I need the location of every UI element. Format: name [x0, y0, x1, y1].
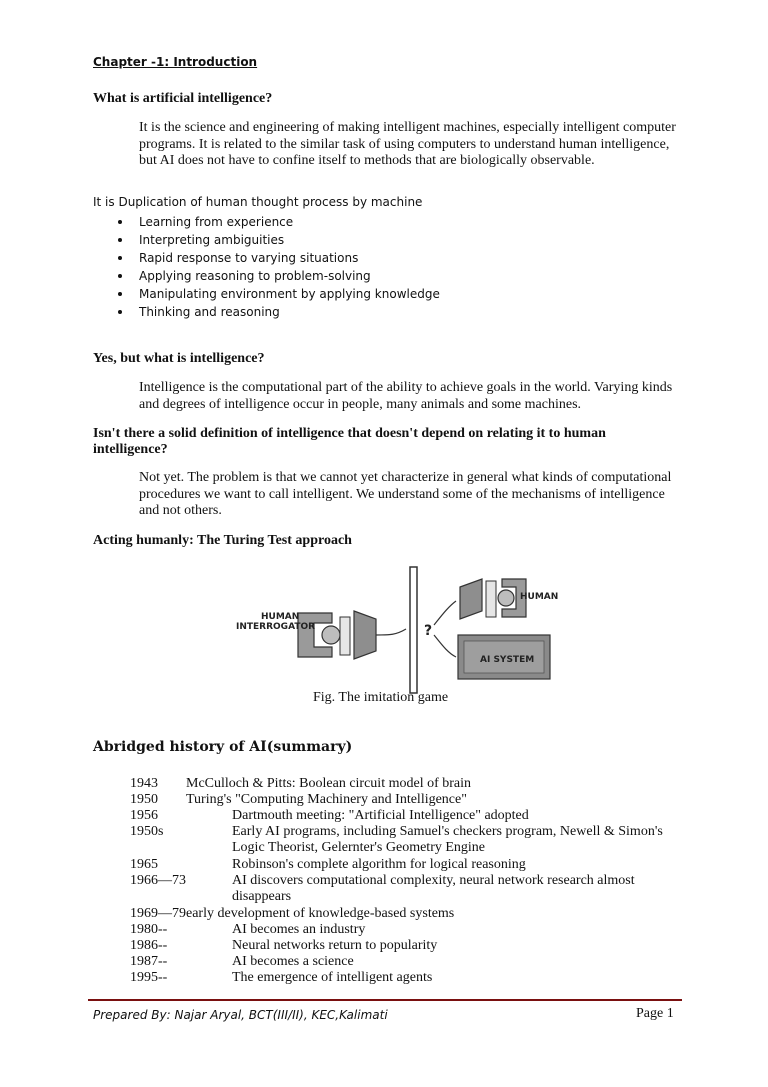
interrogator-keyboard-icon — [340, 617, 350, 655]
paragraph-intelligence: Intelligence is the computational part of the ability to achieve goals in the world. Varying kinds and degrees of intelligence occur in people, many animals and some machines. — [139, 380, 673, 412]
interrogator-terminal-icon — [354, 611, 376, 659]
link-line-ai — [434, 635, 456, 657]
history-title: Abridged history of AI(summary) — [93, 739, 353, 755]
divider-wall — [410, 567, 417, 693]
duplication-line: It is Duplication of human thought process by machine — [93, 195, 423, 209]
footer-rule — [88, 999, 682, 1001]
interrogator-head-icon — [322, 626, 340, 644]
label-interrogator-1: HUMAN — [261, 612, 300, 622]
chapter-title: Chapter -1: Introduction — [93, 55, 258, 69]
page-number: Page 1 — [636, 1006, 674, 1021]
list-item: Interpreting ambiguities — [112, 231, 440, 249]
table-row: 1969—79early development of knowledge-based systems — [130, 906, 455, 921]
paragraph-ai-definition: It is the science and engineering of making intelligent machines, especially intelligent computer programs. It is related to the similar task of using computers to understand human intelligence, but AI does not have to confine itself to methods that are biologically observable. — [139, 120, 676, 168]
bullet-dot-icon — [118, 238, 122, 242]
label-human: HUMAN — [520, 592, 558, 602]
question-mark: ? — [424, 623, 433, 639]
imitation-game-figure — [228, 565, 558, 695]
bullet-dot-icon — [118, 310, 122, 314]
bullet-dot-icon — [118, 274, 122, 278]
bullet-dot-icon — [118, 256, 122, 260]
heading-what-is-intelligence: Yes, but what is intelligence? — [93, 351, 265, 366]
bullet-dot-icon — [118, 292, 122, 296]
heading-turing-test: Acting humanly: The Turing Test approach — [93, 533, 352, 548]
document-page: Chapter -1: Introduction What is artificial intelligence? It is the science and engineering of making intelligent machines, especially intelligent computer programs. It is related to the similar task of using computers to understand human intelligence, but AI does not have to confine itself to methods that are biologically observable. It is Duplication of human thought process by machine Learning from experience Interpreting ambiguities Rapid response to varying situations Applying reasoning to problem-solving Manipulating environment by applying knowledge Thinking and reasoning Yes, but what is intelligence? Intelligence is the computational part of the ability to achieve goals in the world. Varying kinds and degrees of intelligence occur in people, many animals and some machines. Isn't there a solid definition of intelligence that doesn't depend on relating it to human intelligence? Not yet. The problem is that we cannot yet characterize in general what kinds of computational procedures we want to call intelligent. We understand some of the mechanisms of intelligence and not others. Acting humanly: The Turing Test approach HUMAN INTERROGATOR ? HUMAN AI SYSTEM Fig. The imitation game Abridged history of AI(summary) 1943 McCulloch & Pitts: Boolean circuit model of brain 1950 Turing's "Computing Machinery and Intelligence" 1956 Dartmouth meeting: "Artificial Intelligence" adopted 1950s Early AI programs, including Samuel's checkers program, Newell & Simon's Logic Theorist, Gelernter's Geometry Engine 1965 Robinson's complete algorithm for logical reasoning 1966—73 AI discovers computational complexity, neural network research almost disappears 1969—79early development of knowledge-based systems 1980-- AI becomes an industry 1986-- Neural networks return to popularity 1987-- AI becomes a science 1995-- The emergence of intelligent agents Prepared By: Najar Aryal, BCT(III/II), KEC,Kalimati Page 1 — [0, 0, 768, 1087]
bullet-list — [112, 213, 440, 321]
heading-what-is-ai: What is artificial intelligence? — [93, 91, 273, 106]
bullet-dot-icon — [118, 220, 122, 224]
list-item: Rapid response to varying situations — [112, 249, 440, 267]
label-interrogator-2: INTERROGATOR — [236, 622, 316, 632]
human-keyboard-icon — [486, 581, 496, 617]
human-terminal-icon — [460, 579, 482, 619]
list-item: Manipulating environment by applying knowledge — [112, 285, 440, 303]
paragraph-not-yet: Not yet. The problem is that we cannot yet characterize in general what kinds of computational procedures we want to call intelligent. We understand some of the mechanisms of intelligence and not others. — [139, 470, 672, 518]
link-line-human — [434, 601, 456, 625]
heading-solid-definition: Isn't there a solid definition of intelligence that doesn't depend on relating it to human intelligence? — [93, 426, 606, 457]
figure-caption: Fig. The imitation game — [313, 690, 449, 705]
footer-author: Prepared By: Najar Aryal, BCT(III/II), KEC,Kalimati — [93, 1008, 388, 1022]
link-line-left — [376, 629, 406, 635]
human-head-icon — [498, 590, 514, 606]
list-item: Learning from experience — [112, 213, 440, 231]
list-item: Applying reasoning to problem-solving — [112, 267, 440, 285]
label-ai-system: AI SYSTEM — [480, 655, 535, 665]
list-item: Thinking and reasoning — [112, 303, 440, 321]
